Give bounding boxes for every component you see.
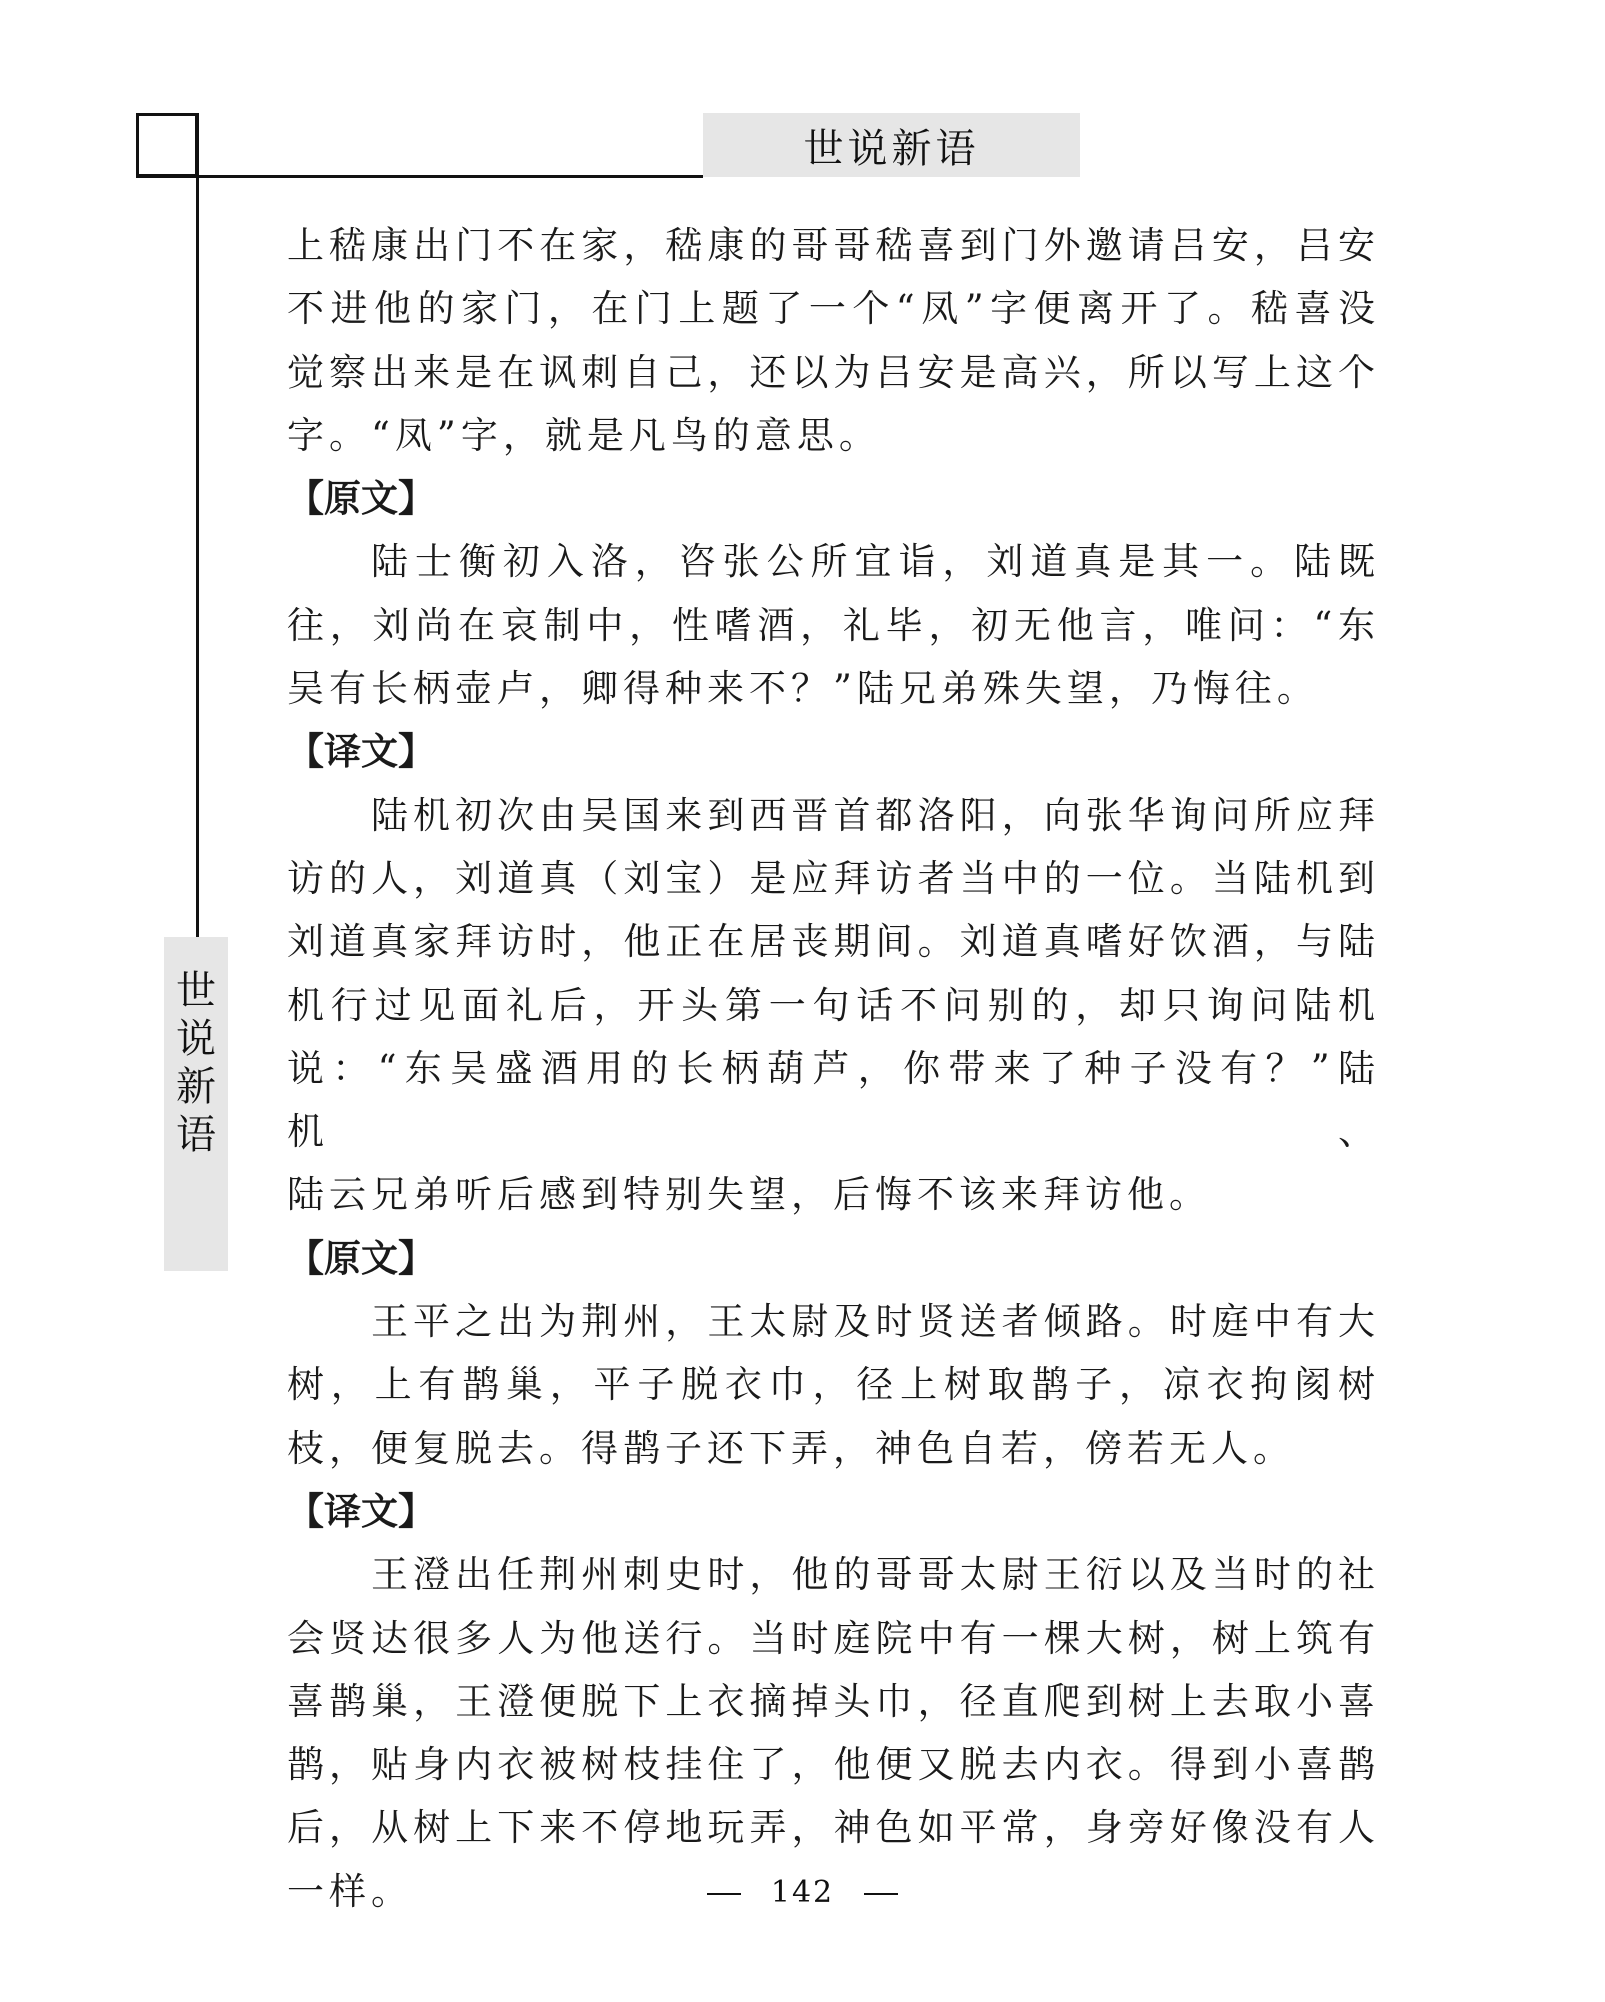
- text-line: 王平之出为荆州，王太尉及时贤送者倾路。时庭中有大: [371, 1300, 1380, 1344]
- side-tab-char: 说: [176, 1016, 216, 1062]
- text-line: 后，从树上下来不停地玩弄，神色如平常，身旁好像没有人: [287, 1806, 1380, 1850]
- corner-frame: [136, 113, 198, 177]
- text-line: 说：“东吴盛酒用的长柄葫芦，你带来了种子没有？”陆机、: [287, 1046, 1380, 1154]
- text-line: 陆士衡初入洛，咨张公所宜诣，刘道真是其一。陆既: [371, 540, 1380, 584]
- text-line: 王澄出任荆州刺史时，他的哥哥太尉王衍以及当时的社: [371, 1553, 1380, 1597]
- page-number: 142: [770, 1875, 835, 1910]
- footer-dash-left: [707, 1893, 741, 1895]
- text-line: 吴有长柄壶卢，卿得种来不？”陆兄弟殊失望，乃悔往。: [287, 667, 1319, 711]
- footer-dash-right: [864, 1893, 898, 1895]
- text-line: 机行过见面礼后，开头第一句话不问别的，却只询问陆机: [287, 983, 1380, 1027]
- section-heading-original: 【原文】: [287, 1236, 435, 1280]
- text-line: 陆机初次由吴国来到西晋首都洛阳，向张华询问所应拜: [371, 793, 1380, 837]
- section-heading-translation: 【译文】: [287, 1489, 435, 1533]
- header-title: 世说新语: [803, 125, 980, 172]
- text-line: 刘道真家拜访时，他正在居丧期间。刘道真嗜好饮酒，与陆: [287, 920, 1380, 964]
- section-heading-original: 【原文】: [287, 477, 435, 521]
- page-body: [287, 214, 1380, 1923]
- text-line: 访的人，刘道真（刘宝）是应拜访者当中的一位。当陆机到: [287, 856, 1380, 900]
- text-line: 树，上有鹊巢，平子脱衣巾，径上树取鹊子，凉衣拘阂树: [287, 1363, 1380, 1407]
- margin-rule: [196, 113, 199, 940]
- text-line: 字。“凤”字，就是凡鸟的意思。: [287, 413, 881, 457]
- text-line: 往，刘尚在哀制中，性嗜酒，礼毕，初无他言，唯问：“东: [287, 603, 1380, 647]
- text-line: 鹊，贴身内衣被树枝挂住了，他便又脱去内衣。得到小喜鹊: [287, 1743, 1380, 1787]
- text-line: 觉察出来是在讽刺自己，还以为吕安是高兴，所以写上这个: [287, 350, 1380, 394]
- text-line: 陆云兄弟听后感到特别失望，后悔不该来拜访他。: [287, 1173, 1211, 1217]
- side-tab-char: 语: [176, 1112, 216, 1158]
- page-footer: [0, 1875, 1605, 1910]
- side-tab-char: 世: [176, 968, 216, 1014]
- side-tab: [164, 937, 228, 1271]
- text-line: 枝，便复脱去。得鹊子还下弄，神色自若，傍若无人。: [287, 1426, 1295, 1470]
- text-line: 一样。: [287, 1869, 413, 1913]
- section-heading-translation: 【译文】: [287, 730, 435, 774]
- text-line: 会贤达很多人为他送行。当时庭院中有一棵大树，树上筑有: [287, 1616, 1380, 1660]
- running-header: [703, 113, 1080, 177]
- text-line: 喜鹊巢，王澄便脱下上衣摘掉头巾，径直爬到树上去取小喜: [287, 1679, 1380, 1723]
- header-rule: [136, 175, 703, 178]
- side-tab-char: 新: [176, 1064, 216, 1110]
- text-line: 不进他的家门，在门上题了一个“凤”字便离开了。嵇喜没: [287, 287, 1380, 331]
- text-line: 上嵇康出门不在家，嵇康的哥哥嵇喜到门外邀请吕安，吕安: [287, 224, 1380, 267]
